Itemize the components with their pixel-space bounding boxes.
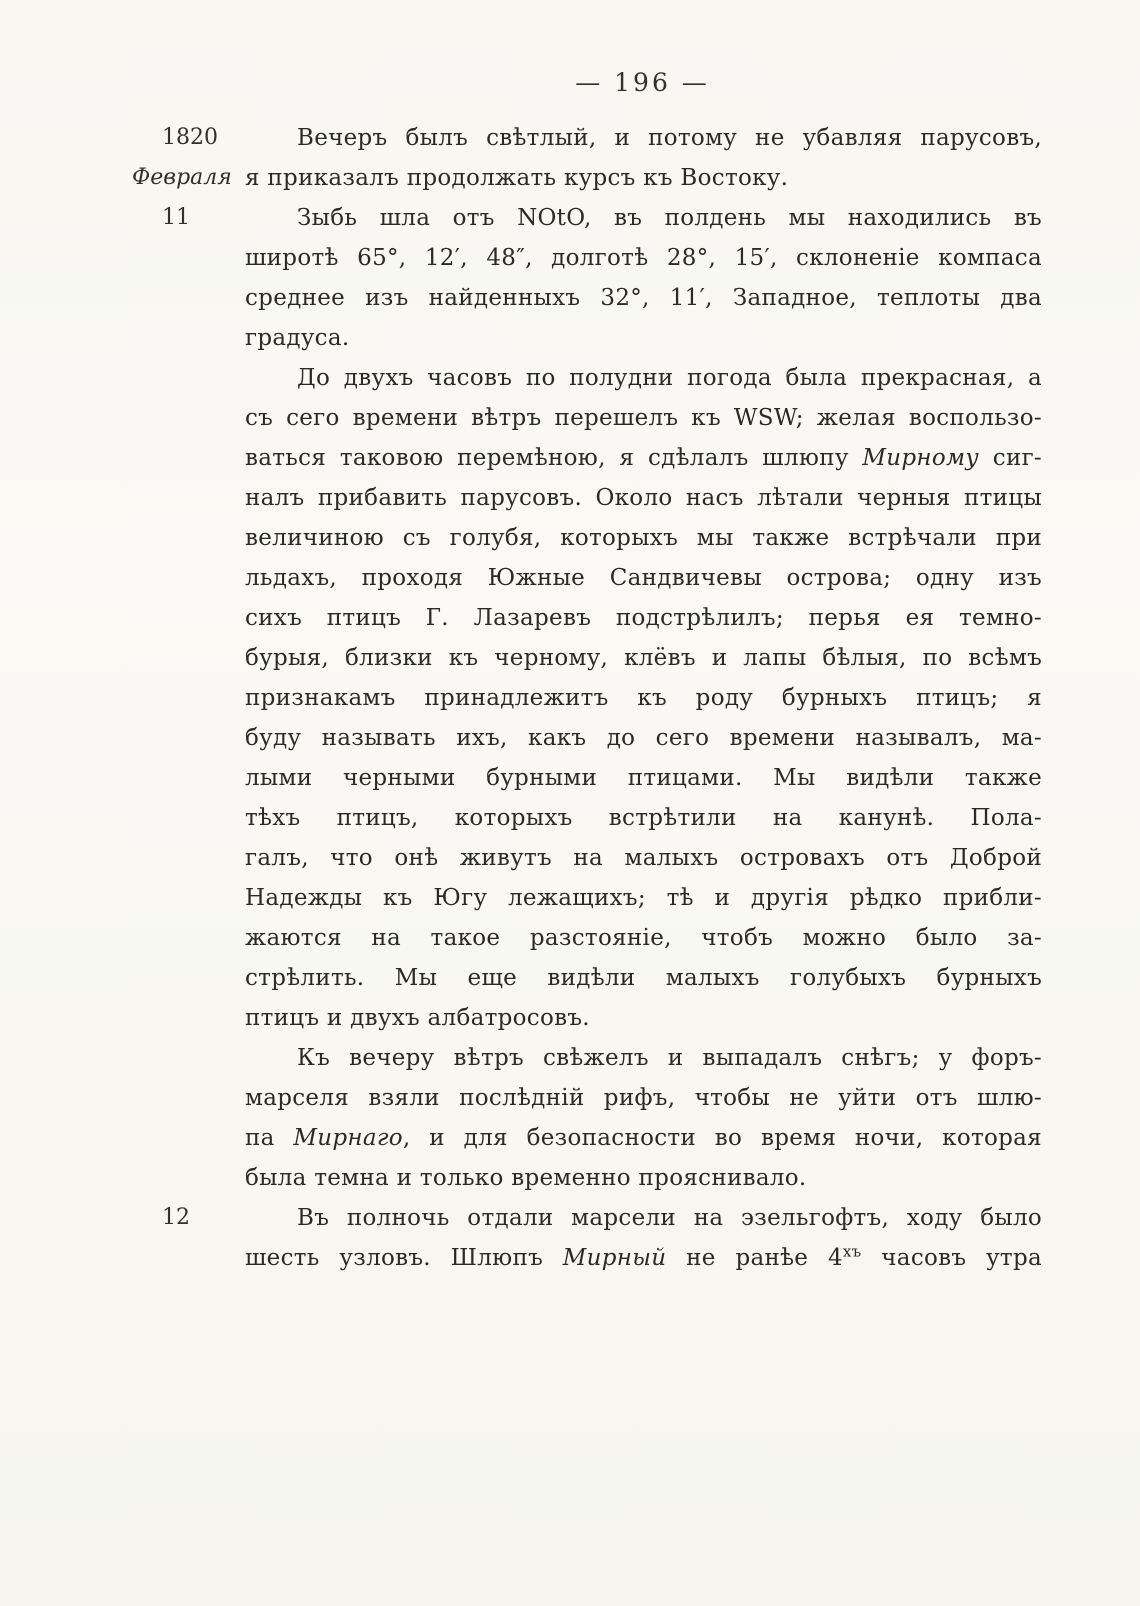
text-line: среднее изъ найденныхъ 32°, 11′, Западное, теплоты два — [245, 285, 1042, 311]
paragraph-text — [245, 1038, 1042, 1198]
text-line: па Мирнаго, и для безопасности во время ночи, которая — [245, 1125, 1042, 1151]
text-line: стрѣлить. Мы еще видѣли малыхъ голубыхъ бурныхъ — [245, 965, 1042, 991]
text-line: ваться таковою перемѣною, я сдѣлалъ шлюпу Мирному сиг- — [245, 445, 1042, 471]
text-line: градуса. — [245, 325, 350, 351]
text-line: я приказалъ продолжать курсъ къ Востоку. — [245, 165, 789, 191]
paragraph — [130, 118, 1042, 198]
paragraph — [130, 358, 1042, 1038]
paragraph-text — [245, 118, 1042, 198]
paragraph-text — [245, 358, 1042, 1038]
text-line: Вечеръ былъ свѣтлый, и потому не убавляя парусовъ, — [297, 125, 1042, 151]
text-line: жаются на такое разстояніе, чтобъ можно было за- — [245, 925, 1042, 951]
page-number: — 196 — — [575, 68, 710, 97]
margin-note-line: 11 — [162, 205, 190, 230]
paragraph-text — [245, 1198, 1042, 1278]
paragraph — [130, 1038, 1042, 1198]
paragraph — [130, 1198, 1042, 1278]
text-line: галъ, что онѣ живутъ на малыхъ островахъ отъ Доброй — [245, 845, 1042, 871]
margin-note — [130, 198, 245, 238]
text-line: бурыя, близки къ черному, клёвъ и лапы бѣлыя, по всѣмъ — [245, 645, 1042, 671]
margin-note — [130, 118, 245, 198]
text-line: была темна и только временно прояснивало. — [245, 1165, 807, 1191]
text-line: налъ прибавить парусовъ. Около насъ лѣтали черныя птицы — [245, 485, 1042, 511]
margin-note-line: 12 — [162, 1205, 190, 1230]
text-line: Къ вечеру вѣтръ свѣжелъ и выпадалъ снѣгъ; у форъ- — [297, 1045, 1042, 1071]
text-line: До двухъ часовъ по полудни погода была прекрасная, а — [297, 365, 1042, 391]
margin-note-line: Февраля — [132, 165, 232, 190]
text-line: марселя взяли послѣдній рифъ, чтобы не уйти отъ шлю- — [245, 1085, 1042, 1111]
text-line: сихъ птицъ Г. Лазаревъ подстрѣлилъ; перья ея темно- — [245, 605, 1042, 631]
paragraph — [130, 198, 1042, 358]
paragraph-text — [245, 198, 1042, 358]
text-line: лыми черными бурными птицами. Мы видѣли также — [245, 765, 1042, 791]
text-line: птицъ и двухъ албатросовъ. — [245, 1005, 590, 1031]
margin-note-line: 1820 — [162, 125, 218, 150]
text-line: съ сего времени вѣтръ перешелъ къ WSW; желая воспользо- — [245, 405, 1042, 431]
text-line: льдахъ, проходя Южные Сандвичевы острова; одну изъ — [245, 565, 1042, 591]
margin-note — [130, 1198, 245, 1238]
text-line: тѣхъ птицъ, которыхъ встрѣтили на канунѣ. Пола- — [245, 805, 1042, 831]
text-line: признакамъ принадлежитъ къ роду бурныхъ птицъ; я — [245, 685, 1042, 711]
text-line: Въ полночь отдали марсели на эзельгофтъ, ходу было — [297, 1205, 1042, 1231]
text-line: широтѣ 65°, 12′, 48″, долготѣ 28°, 15′, склоненіе компаса — [245, 245, 1042, 271]
text-line: шесть узловъ. Шлюпъ Мирный не ранѣе $4^{хъ}$ часовъ утра — [245, 1242, 1042, 1271]
text-line: величиною съ голубя, которыхъ мы также встрѣчали при — [245, 525, 1042, 551]
text-line: буду называть ихъ, какъ до сего времени называлъ, ма- — [245, 725, 1042, 751]
text-line: Надежды къ Югу лежащихъ; тѣ и другія рѣдко прибли- — [245, 885, 1042, 911]
page-content — [130, 118, 1042, 1278]
text-line: Зыбь шла отъ NOtO, въ полдень мы находились въ — [297, 205, 1042, 231]
